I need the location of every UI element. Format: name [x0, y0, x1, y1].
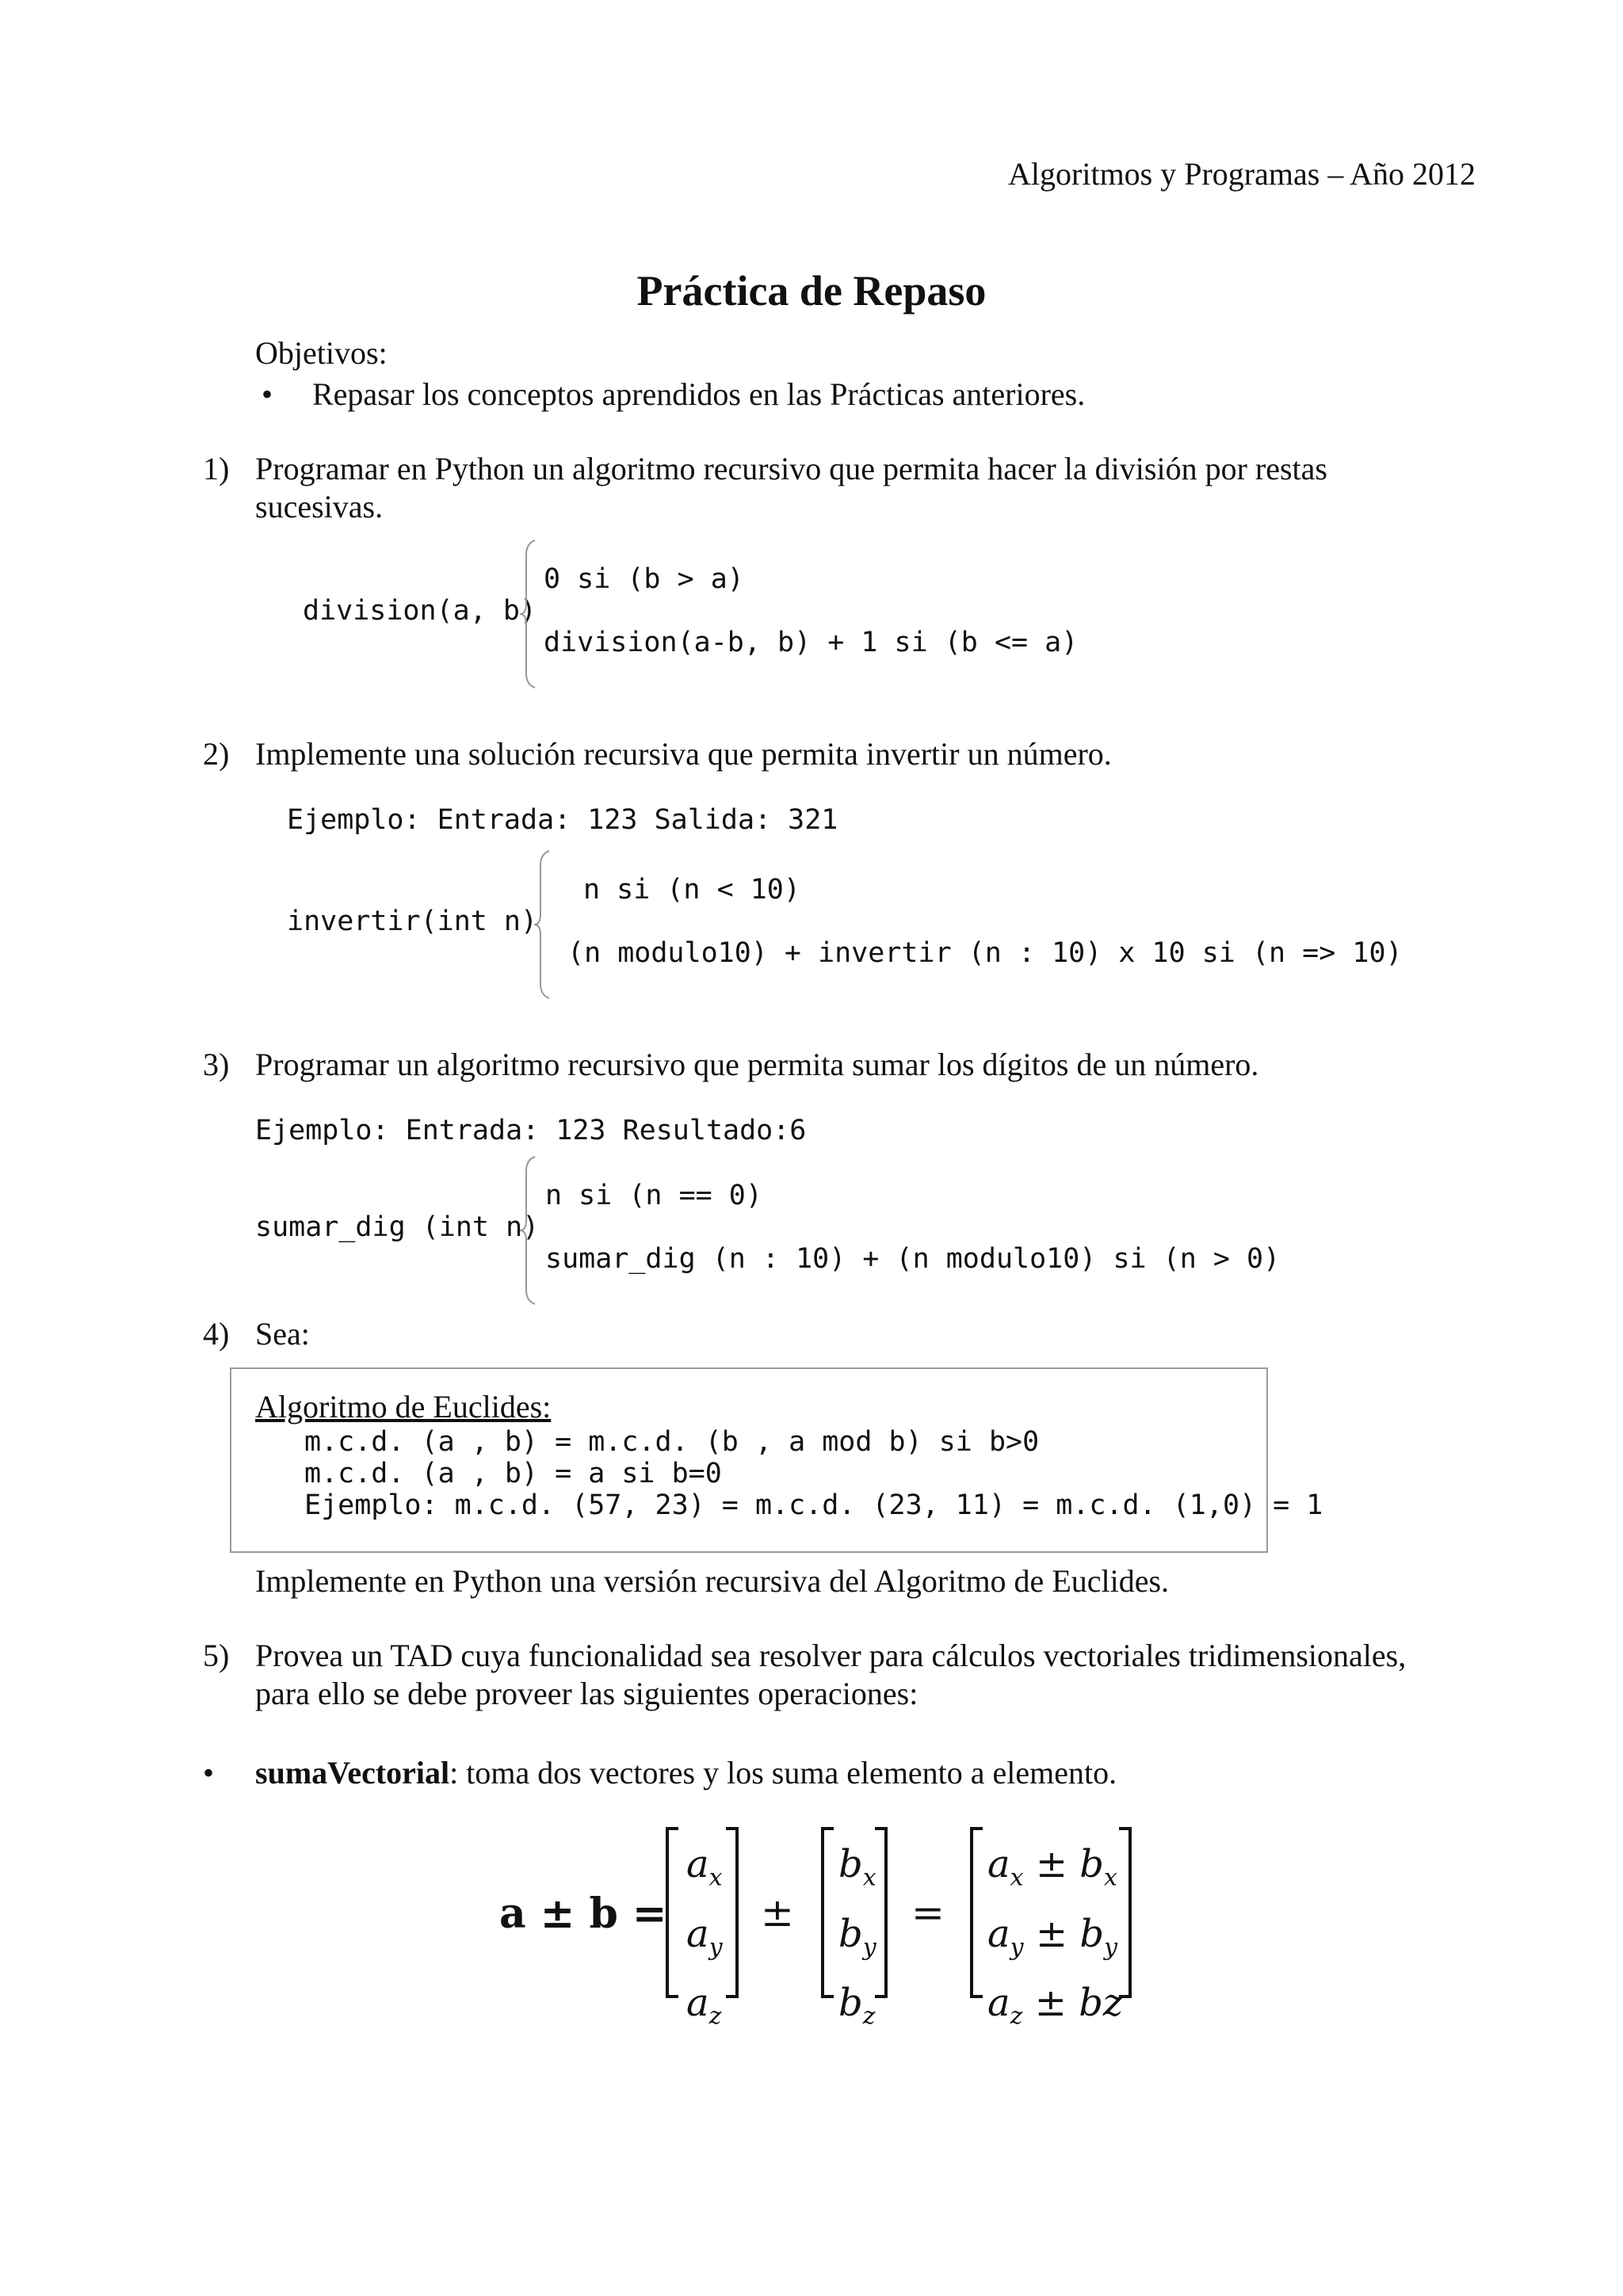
vector-a: [686, 1836, 723, 2045]
vector-result-entry: $a_x \pm b_x$: [987, 1842, 1117, 1892]
vector-result-entry: $a_y \pm b_y$: [987, 1911, 1118, 1962]
objective-item: Repasar los conceptos aprendidos en las Prácticas anteriores.: [312, 376, 1086, 412]
ex2-function: invertir(int n): [287, 906, 538, 937]
ex1-text-2: sucesivas.: [255, 489, 384, 524]
ex3-function: sumar_dig (int n): [255, 1211, 540, 1243]
euclides-line-1: m.c.d. (a , b) = m.c.d. (b , a mod b) si b>0: [304, 1426, 1040, 1458]
ex2-case1: n si (n < 10): [583, 874, 800, 906]
operation-text: : toma dos vectores y los suma elemento a elemento.: [449, 1755, 1117, 1791]
operation-description: [255, 1754, 1117, 1792]
bracket-left-icon: [968, 1827, 984, 1998]
ex3-text: Programar un algoritmo recursivo que permita sumar los dígitos de un número.: [255, 1047, 1259, 1082]
ex1-number: 1): [203, 451, 230, 486]
vector-b-entry: $b_z$: [838, 1981, 876, 2031]
vector-a-entry: $a_y$: [686, 1911, 723, 1962]
ex3-case1: n si (n == 0): [545, 1180, 762, 1211]
vector-result: [987, 1836, 1123, 2045]
ex2-example: Ejemplo: Entrada: 123 Salida: 321: [287, 804, 838, 836]
bracket-left-icon: [664, 1827, 680, 1998]
vector-b-entry: $b_y$: [838, 1911, 876, 1962]
vector-b: [838, 1836, 876, 2045]
vector-a-entry: $a_x$: [686, 1842, 723, 1892]
ex1-function: division(a, b): [303, 595, 537, 627]
bracket-left-icon: [819, 1827, 835, 1998]
ex5-text-2: para ello se debe proveer las siguientes operaciones:: [255, 1676, 918, 1711]
page-title: Práctica de Repaso: [636, 267, 987, 315]
course-header: Algoritmos y Programas – Año 2012: [1008, 156, 1476, 192]
formula-plusminus: ±: [761, 1890, 794, 1936]
bracket-right-icon: [1117, 1827, 1133, 1998]
ex2-case2: (n modulo10) + invertir (n : 10) x 10 si (n => 10): [567, 937, 1403, 969]
ex2-brace: [529, 849, 553, 1000]
ex1-case1: 0 si (b > a): [544, 563, 744, 595]
formula-equals: =: [911, 1890, 945, 1936]
operation-name: sumaVectorial: [255, 1755, 450, 1791]
euclides-line-3: Ejemplo: m.c.d. (57, 23) = m.c.d. (23, 11) = m.c.d. (1,0) = 1: [304, 1489, 1323, 1521]
vector-result-entry: $a_z$ ± bz: [987, 1981, 1124, 2031]
ex2-number: 2): [203, 736, 230, 772]
ex5-number: 5): [203, 1638, 230, 1673]
bracket-right-icon: [724, 1827, 740, 1998]
ex2-text: Implemente una solución recursiva que permita invertir un número.: [255, 736, 1112, 772]
ex5-text: Provea un TAD cuya funcionalidad sea resolver para cálculos vectoriales tridimensionales,: [255, 1638, 1407, 1673]
ex3-brace: [515, 1155, 539, 1306]
vector-a-entry: $a_z$: [686, 1981, 722, 2031]
ex1-brace: [515, 539, 539, 689]
ex4-text: Sea:: [255, 1316, 310, 1352]
bullet-icon: •: [262, 376, 273, 412]
ex3-number: 3): [203, 1047, 230, 1082]
euclides-line-2: m.c.d. (a , b) = a si b=0: [304, 1458, 722, 1489]
ex3-case2: sumar_dig (n : 10) + (n modulo10) si (n > 0): [545, 1243, 1281, 1275]
euclides-title: Algoritmo de Euclides:: [255, 1389, 552, 1425]
formula-lhs: a ± b =: [499, 1890, 667, 1938]
objectives-label: Objetivos:: [255, 335, 388, 371]
ex4-after-text: Implemente en Python una versión recursiva del Algoritmo de Euclides.: [255, 1563, 1170, 1599]
ex1-case2: division(a-b, b) + 1 si (b <= a): [544, 627, 1079, 658]
ex4-number: 4): [203, 1316, 230, 1352]
vector-b-entry: $b_x$: [838, 1842, 876, 1892]
bullet-icon: •: [203, 1755, 215, 1791]
bracket-right-icon: [873, 1827, 889, 1998]
ex1-text: Programar en Python un algoritmo recursivo que permita hacer la división por restas: [255, 451, 1327, 486]
ex3-example: Ejemplo: Entrada: 123 Resultado:6: [255, 1115, 807, 1146]
